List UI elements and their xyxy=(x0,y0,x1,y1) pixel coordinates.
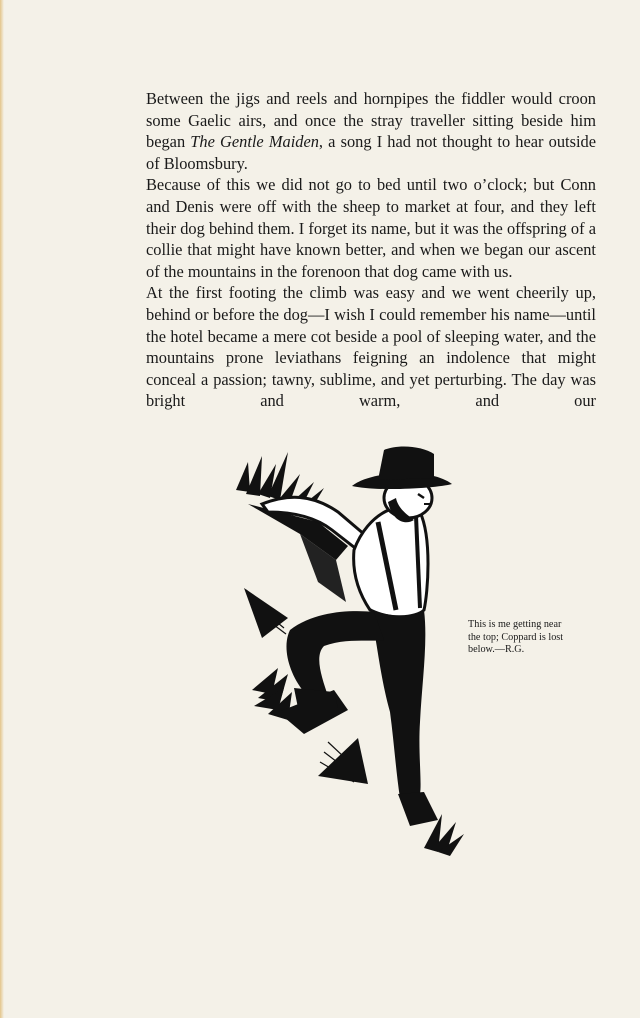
paragraph-1-start: Between the jigs and reels and hornpipes the fiddler would croon some Gaelic airs, and once the stray traveller sitting beside him began xyxy=(146,89,596,152)
illustration-caption xyxy=(468,619,608,657)
caption-line-3: below.—R.G. xyxy=(468,644,525,655)
paragraph-1-end: , a song I had not thought to hear outside of Bloomsbury. xyxy=(146,132,597,173)
page-edge xyxy=(0,0,4,1018)
caption-line-1: This is me getting near xyxy=(468,619,562,630)
caption-line-2: the top; Coppard is lost xyxy=(468,631,564,643)
woodcut-climber-icon xyxy=(228,442,468,862)
paragraph-1 xyxy=(146,88,596,174)
paragraph-2: Because of this we did not go to bed until two o’clock; but Conn and Denis were off with the sheep to market at four, and they left their dog behind them. I forget its name, but it was the offspring of a collie that might have known better, and when we began our ascent of the mountains in the forenoon that dog came with us. xyxy=(146,175,596,281)
body-text xyxy=(146,88,596,412)
paragraph-3: At the first footing the climb was easy and we went cheerily up, behind or before the dog—I wish I could remember his name—until the hotel became a mere cot beside a pool of sleeping water, and the mountains prone leviathans feigning an indolence that might conceal a passion; tawny, sublime, and yet perturbing. The day was bright and warm, and our xyxy=(146,283,596,411)
song-title: The Gentle Maiden xyxy=(190,132,319,152)
